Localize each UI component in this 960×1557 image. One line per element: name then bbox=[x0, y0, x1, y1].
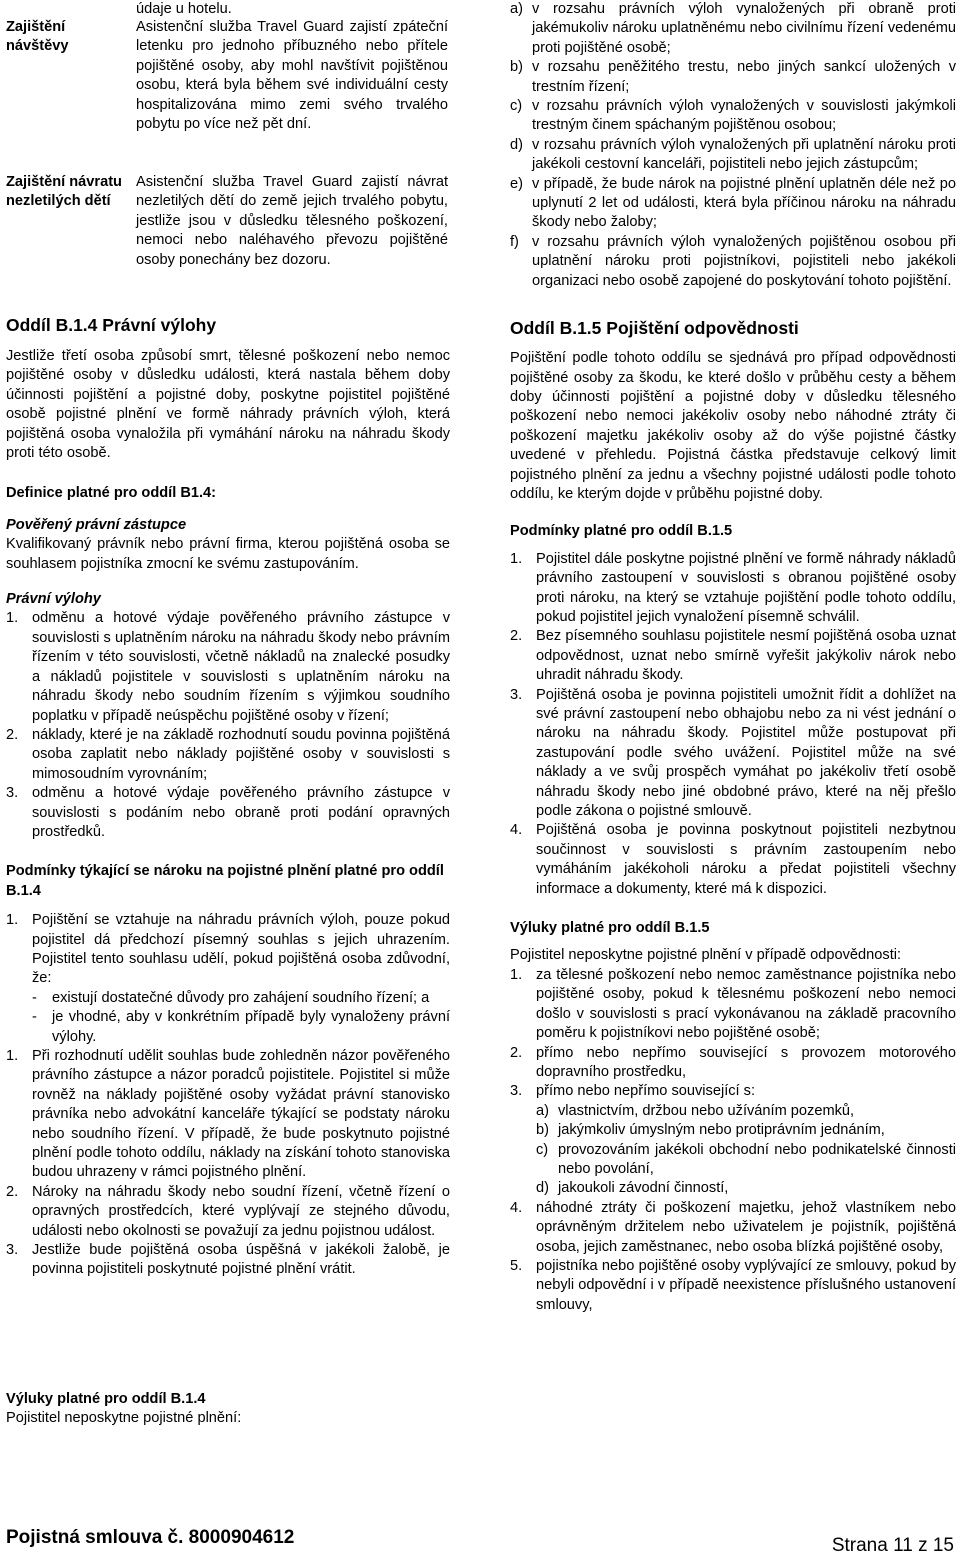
list-item: f) v rozsahu právních výloh vynaložených pojištěnou osobou při uplatnění nároku proti pojistníkovi, pojistiteli nebo jakékoli organizaci nebo osobě zapojené do poskytování tohoto pojištění. bbox=[510, 233, 956, 289]
legal-costs-list bbox=[6, 609, 450, 842]
list-item: 3. odměnu a hotové výdaje pověřeného právního zástupce v souvislosti s podáním nebo obraně proti podání opravných prostředků. bbox=[6, 785, 450, 840]
return-label: Zajištění návratu nezletilých dětí bbox=[6, 174, 122, 210]
list-item: 2. přímo nebo nepřímo související s provozem motorového dopravního prostředku, bbox=[510, 1044, 956, 1080]
list-item: a) v rozsahu právních výloh vynaložených při obraně proti jakémukoliv nároku uplatněnému nebo civilnímu řízení vedenému proti pojištěné osobě; bbox=[510, 1, 956, 56]
list-item: d) jakoukoli závodní činností, bbox=[536, 1180, 729, 1197]
list-item: 5. pojistníka nebo pojištěné osoby vyplývající ze smlouvy, pokud by nebyli odpovědní i v případě neexistence příslušného ustanovení smlouvy, bbox=[510, 1257, 956, 1313]
list-item: - je vhodné, aby v konkrétním případě byly vynaloženy právní výlohy. bbox=[32, 1009, 450, 1045]
list-item: e) v případě, že bude nárok na pojistné plnění uplatněn déle než po uplynutí 2 let od události, která byla příčinou nároku na náhradu škody nebo žaloby; bbox=[510, 175, 956, 231]
list-item: 3. Jestliže bude pojištěná osoba úspěšná v jakékoli žalobě, je povinna pojistiteli poskytnuté pojistné plnění vrátit. bbox=[6, 1242, 450, 1278]
list-item: 1. Při rozhodnutí udělit souhlas bude zohledněn názor pověřeného právního zástupce a názor poradců pojistitele. Pojistitel si může rovněž na náklady pojištěné osoby vyžádat právní stanovisko právníka nebo advokátní kanceláře týkající se podstaty nároku nebo soudního řízení. V případě, že bude poskytnuto pojistné plnění podle tohoto oddílu, náklady na získání tohoto stanoviska budou uhrazeny v rámci pojistného plnění. bbox=[6, 1048, 450, 1181]
section-intro-b15: Pojištění podle tohoto oddílu se sjednává pro případ odpovědnosti pojištěné osoby za škodu, ke které došlo v průběhu cesty a během doby účinnosti pojištění a pojistné doby v důsledku tělesného poškození nebo nemoci jakékoliv osoby nebo náhodné ztráty či poškození majetku jakékoliv osoby až do výše pojistné částky uvedené v přehledu. Pojistná částka představuje celkový limit pojistného plnění za jednu a všechny pojistné události podle tohoto oddílu, ke kterým dojde v průběhu pojistné doby. bbox=[510, 350, 956, 502]
exclusions-title-b14: Výluky platné pro oddíl B.1.4 bbox=[6, 1391, 206, 1407]
exclusions-title-b15: Výluky platné pro oddíl B.1.5 bbox=[510, 920, 710, 937]
list-item: d) v rozsahu právních výloh vynaložených při uplatnění nároku proti jakékoli cestovní kanceláři, pojistiteli nebo jejich zástupcům; bbox=[510, 136, 956, 173]
continuation-text: údaje u hotelu. bbox=[136, 1, 232, 17]
return-text: Asistenční služba Travel Guard zajistí návrat nezletilých dětí do země jejich trvalého pobytu, jestliže jsou v důsledku tělesného poškození, nemoci nebo naléhavého převozu pojištěné osoby ponechány bez dozoru. bbox=[136, 174, 448, 268]
exclusions-intro-b14: Pojistitel neposkytne pojistné plnění: bbox=[6, 1410, 242, 1427]
conditions-title: Podmínky týkající se nároku na pojistné plnění platné pro oddíl B.1.4 bbox=[6, 863, 444, 899]
list-item: 3. Pojištěná osoba je povinna pojistiteli umožnit řídit a dohlížet na své právní zastoupení nebo obhajobu nebo za ni vést jednání o nároku na náhradu škody. Pojistitel může postupovat při zastupování podle svého uvážení. Pojistitel může na své náklady a ve svůj prospěch vymáhat po jakékoliv třetí osobě náhradu škody nebo jiné obdobné právo, které na něj přešlo podle zákona o pojistné smlouvě. bbox=[510, 686, 956, 820]
list-item: 1. za tělesné poškození nebo nemoc zaměstnance pojistníka nebo pojištěné osoby, pokud k tělesnému poškození nebo nemoci došlo v souvislosti s prací vykonávanou na základě pracovního poměru k pojistníkovi nebo pojištěné osobě; bbox=[510, 966, 956, 1042]
section-title-b14: Oddíl B.1.4 Právní výlohy bbox=[6, 315, 217, 335]
definition-title: Pověřený právní zástupce bbox=[6, 516, 187, 533]
conditions-title-b15: Podmínky platné pro oddíl B.1.5 bbox=[510, 523, 733, 540]
list-item: 1. Pojištění se vztahuje na náhradu právních výloh, pouze pokud pojistitel dá předchozí písemný souhlas s jejich uhrazením. Pojistitel tento souhlasu udělí, pokud pojištěná osoba zdůvodní, že: - existují dostatečné důvody pro zahájení soudního řízení; a - je vhodné, aby v konkrétním případě byly vynaloženy právní výlohy. bbox=[6, 911, 450, 1047]
list-item: 4. náhodné ztráty či poškození majetku, jehož vlastníkem nebo oprávněným držitelem nebo uživatelem je pojistník, pojištěná osoba, jejich zaměstnanec, nebo osoba blízká pojištěné osoby, bbox=[510, 1199, 956, 1255]
list-item: 3. přímo nebo nepřímo související s: a) vlastnictvím, držbou nebo užíváním pozemků, b) jakýmkoliv úmyslným nebo protiprávním jednáním, c) provozováním jakékoli obchodní nebo podnikatelské činnosti nebo povolání, d) jakoukoli závodní činností, bbox=[510, 1082, 956, 1198]
list-item: b) jakýmkoliv úmyslným nebo protiprávním jednáním, bbox=[536, 1122, 885, 1139]
footer-page-number: Strana 11 z 15 bbox=[831, 1535, 954, 1556]
exclusions-list-b15 bbox=[510, 966, 956, 1315]
list-item: 1. odměnu a hotové výdaje pověřeného právního zástupce v souvislosti s uplatněním nároku na náhradu škody nebo právním řízením v této souvislosti, včetně nákladů na znalecké posudky a nákladů pojistitele v souvislosti s uplatněním nároku na náhradu škody nebo soudním řízením s výjimkou soudního poplatku v případě neúspěchu pojištěné osoby v řízení; bbox=[6, 610, 450, 724]
list-item: - existují dostatečné důvody pro zahájení soudního řízení; a bbox=[32, 989, 430, 1006]
list-item: 2. Bez písemného souhlasu pojistitele nesmí pojištěná osoba uznat odpovědnost, uznat nebo smírně vyřešit jakýkoliv nárok nebo uhradit náhradu škody. bbox=[510, 628, 956, 684]
definitions-title: Definice platné pro oddíl B1.4: bbox=[6, 485, 217, 502]
conditions-list-b15 bbox=[510, 550, 956, 899]
visit-label: Zajištění návštěvy bbox=[6, 19, 69, 55]
section-intro-b14: Jestliže třetí osoba způsobí smrt, tělesné poškození nebo nemoc pojištěné osoby v důsledku události, která nastala během doby účinnosti pojištění a pojistné doby, poskytne pojistitel pojištěné osobě pojistné plnění ve formě náhrady právních výloh, která pojištěná osoba vynaložila při vymáhání nároku na náhradu škody proti této osobě. bbox=[6, 348, 450, 462]
definition-title: Právní výlohy bbox=[6, 591, 101, 608]
list-item: a) vlastnictvím, držbou nebo užíváním pozemků, bbox=[536, 1102, 855, 1119]
list-item: 2. Nároky na náhradu škody nebo soudní řízení, včetně řízení o opravných prostředcích, které vyplývají ze stejného důvodu, události nebo okolnosti se považují za jednu pojistnou událost. bbox=[6, 1183, 450, 1239]
right-column bbox=[510, 0, 956, 1315]
list-item: 2. náklady, které je na základě rozhodnutí soudu povinna pojištěná osoba zaplatit nebo náklady pojištěné osoby v souvislosti s mimosoudním vyrovnáním; bbox=[6, 726, 450, 782]
definition-text: Kvalifikovaný právník nebo právní firma, kterou pojištěná osoba se souhlasem pojistníka zmocní ke svému zastupováním. bbox=[6, 536, 450, 572]
list-item: c) provozováním jakékoli obchodní nebo podnikatelské činnosti nebo povolání, bbox=[536, 1141, 956, 1177]
list-item: c) v rozsahu právních výloh vynaložených v souvislosti jakýmkoli trestným činem spáchaným pojištěnou osobou; bbox=[510, 98, 956, 134]
list-item: b) v rozsahu peněžitého trestu, nebo jiných sankcí uložených v trestním řízení; bbox=[510, 59, 956, 95]
dash-list bbox=[32, 989, 450, 1047]
exclusions-intro-b15: Pojistitel neposkytne pojistné plnění v případě odpovědnosti: bbox=[510, 947, 902, 964]
footer-contract-number: Pojistná smlouva č. 8000904612 bbox=[6, 1527, 295, 1548]
visit-text: Asistenční služba Travel Guard zajistí zpáteční letenku pro jednoho příbuzného nebo přítele pojištěné osoby, aby mohl navštívit pojištěnou osobu, která byla během své individuální cesty hospitalizována mimo zemi svého trvalého pobytu po více než pět dní. bbox=[136, 19, 448, 133]
exclusions-list-b14 bbox=[510, 0, 956, 291]
conditions-list bbox=[6, 911, 450, 1280]
sub-list bbox=[536, 1102, 956, 1199]
list-item: 4. Pojištěná osoba je povinna poskytnout pojistiteli nezbytnou součinnost v souvislosti s právním zastoupením nebo vymáháním jakékoholi nároku a předat pojistiteli všechny informace a dokumenty, které má k dispozici. bbox=[510, 822, 956, 897]
section-title-b15: Oddíl B.1.5 Pojištění odpovědnosti bbox=[510, 318, 799, 339]
list-item: 1. Pojistitel dále poskytne pojistné plnění ve formě náhrady nákladů právního zastoupení v souvislosti s obranou pojištěné osoby proti nároku, na který se vztahuje pojištění podle tohoto oddílu, pokud pojistitel jejich vynaložení písemně schválil. bbox=[510, 550, 956, 625]
